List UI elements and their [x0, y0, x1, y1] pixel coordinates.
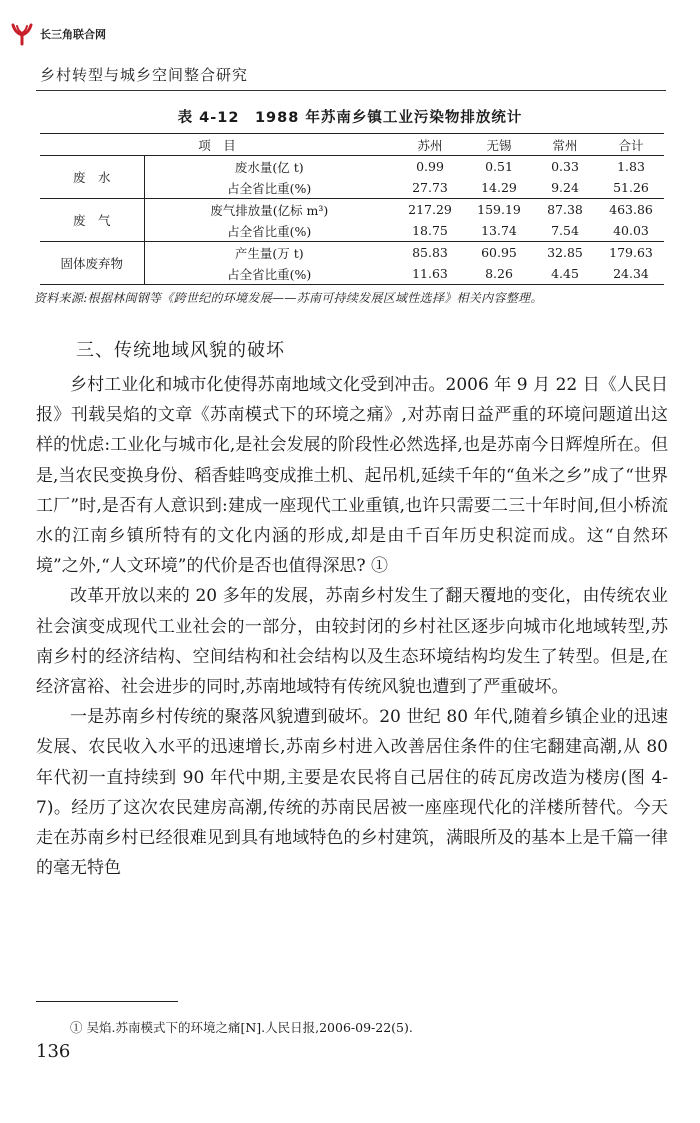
table-row: [40, 156, 664, 178]
running-head: 乡村转型与城乡空间整合研究: [40, 66, 249, 84]
cell: 24.34: [613, 266, 649, 281]
cell: 27.73: [412, 180, 448, 195]
row-item: 占全省比重(%): [144, 220, 394, 242]
cell: 40.03: [613, 223, 649, 238]
cell: 9.24: [551, 180, 579, 195]
cell: 18.75: [412, 223, 448, 238]
logo-y-icon: [10, 22, 34, 46]
table-header-row: [40, 134, 664, 156]
cell: 87.38: [547, 202, 583, 217]
cell: 8.26: [485, 266, 513, 281]
cell: 11.63: [412, 266, 448, 281]
cell: 60.95: [481, 245, 517, 260]
cell: 51.26: [613, 180, 649, 195]
group-label: 废 气: [72, 213, 111, 228]
cell: 85.83: [412, 245, 448, 260]
row-item: 废水量(亿 t): [144, 156, 394, 178]
paragraph: 一是苏南乡村传统的聚落风貌遭到破坏。20 世纪 80 年代,随着乡镇企业的迅速发展、农民收入水平的迅速增长,苏南乡村进入改善居住条件的住宅翻建高潮,从 80 年代初一直持续到 90 年代中期,主要是农民将自己居住的砖瓦房改造为楼房(图 4-7)。经历了这次农民建房高潮,传统的苏南民居被一座座现代化的洋楼所替代。今天走在苏南乡村已经很难见到具有地域特色的乡村建筑，满眼所及的基本上是千篇一律的毫无特色: [36, 707, 668, 879]
header-col: 苏州: [417, 137, 443, 153]
cell: 4.45: [551, 266, 579, 281]
body-text: [36, 370, 668, 883]
header-col: 常州: [552, 137, 578, 153]
header-rule: [36, 90, 666, 91]
page-number: 136: [36, 1041, 71, 1062]
cell: 179.63: [609, 245, 653, 260]
logo-text: 长三角联合网: [40, 28, 106, 41]
site-logo: [10, 22, 106, 46]
group-label: 废 水: [72, 170, 111, 185]
cell: 0.33: [551, 159, 579, 174]
paragraph: 乡村工业化和城市化使得苏南地域文化受到冲击。2006 年 9 月 22 日《人民日报》刊载吴焰的文章《苏南模式下的环境之痛》,对苏南日益严重的环境问题道出这样的忧虑:工业化与城市化,是社会发展的阶段性必然选择,也是苏南今日辉煌所在。但是,当农民变换身份、稻香蛙鸣变成推土机、起吊机,延续千年的“鱼米之乡”成了“世界工厂”时,是否有人意识到:建成一座现代工业重镇,也许只需要二三十年时间,但小桥流水的江南乡镇所特有的文化内涵的形成,却是由千百年历史积淀而成。这“自然环境”之外,“人文环境”的代价是否也值得深思? ①: [36, 375, 668, 577]
section-heading: 三、传统地域风貌的破坏: [76, 340, 285, 361]
cell: 217.29: [408, 202, 452, 217]
header-col: 合计: [618, 137, 644, 153]
pollution-table: [40, 133, 664, 285]
cell: 13.74: [481, 223, 517, 238]
row-item: 占全省比重(%): [144, 263, 394, 285]
table-title: 表 4-12 1988 年苏南乡镇工业污染物排放统计: [177, 110, 523, 126]
cell: 0.51: [485, 159, 513, 174]
row-item: 占全省比重(%): [144, 177, 394, 199]
group-label: 固体废弃物: [60, 256, 123, 271]
footnote-rule: [36, 1001, 178, 1002]
table-row: [40, 242, 664, 264]
header-col: 无锡: [486, 137, 512, 153]
header-item: 项 目: [198, 137, 236, 153]
table-source-note: 资料来源:根据林闽钢等《跨世纪的环境发展——苏南可持续发展区域性选择》相关内容整理。: [34, 291, 543, 305]
row-item: 产生量(万 t): [144, 242, 394, 264]
row-item: 废气排放量(亿标 m³): [144, 199, 394, 221]
table-row: [40, 199, 664, 221]
cell: 7.54: [551, 223, 579, 238]
cell: 32.85: [547, 245, 583, 260]
footnote: ① 吴焰.苏南模式下的环境之痛[N].人民日报,2006-09-22(5).: [70, 1020, 413, 1035]
cell: 159.19: [477, 202, 521, 217]
cell: 0.99: [416, 159, 444, 174]
cell: 1.83: [617, 159, 645, 174]
cell: 14.29: [481, 180, 517, 195]
paragraph: 改革开放以来的 20 多年的发展，苏南乡村发生了翻天覆地的变化，由传统农业社会演变成现代工业社会的一部分，由较封闭的乡村社区逐步向城市化地域转型,苏南乡村的经济结构、空间结构和社会结构以及生态环境结构均发生了转型。但是,在经济富裕、社会进步的同时,苏南地域特有传统风貌也遭到了严重破坏。: [36, 586, 668, 698]
cell: 463.86: [609, 202, 653, 217]
